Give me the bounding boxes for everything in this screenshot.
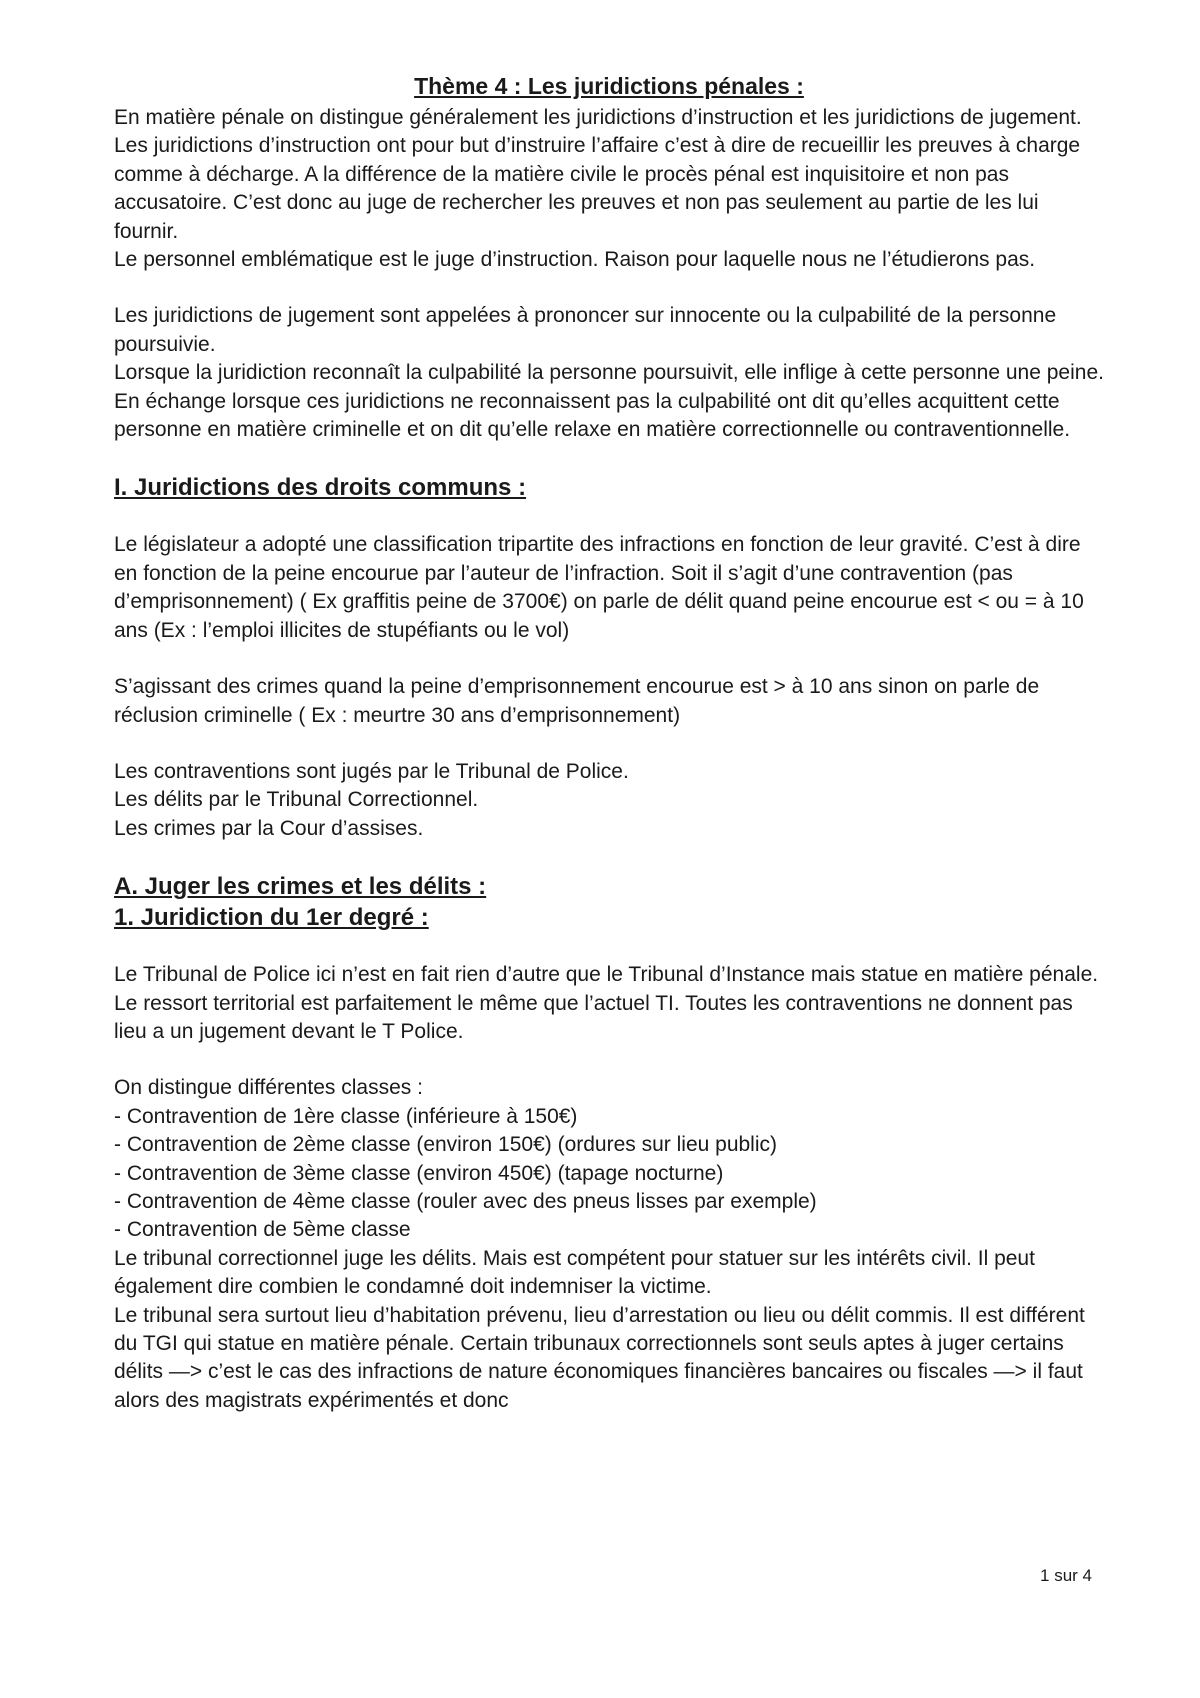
section-heading: I. Juridictions des droits communs : bbox=[114, 474, 527, 502]
jugement-paragraph: Lorsque la juridiction reconnaît la culpabilité la personne poursuivit, elle inflige à cette personne une peine. En échange lorsque ces juridictions ne reconnaissent pas la culpabilité ont dit qu’elles acquittent cette personne en matière criminelle et on dit qu’elle relaxe en matière correctionnelle ou contraventionnelle. bbox=[114, 361, 1104, 442]
section-line: Les crimes par la Cour d’assises. bbox=[114, 816, 424, 840]
document-body bbox=[114, 70, 1104, 1415]
section-paragraph: S’agissant des crimes quand la peine d’emprisonnement encourue est > à 10 ans sinon on parle de réclusion criminelle ( Ex : meurtre 30 ans d’emprisonnement) bbox=[114, 675, 1040, 727]
list-item: - Contravention de 2ème classe (environ 150€) (ordures sur lieu public) bbox=[114, 1133, 777, 1157]
intro-paragraph: En matière pénale on distingue généralement les juridictions d’instruction et les juridictions de jugement. Les juridictions d’instruction ont pour but d’instruire l’affaire c’est à dire de recueillir les preuves à charge comme à décharge. A la différence de la matière civile le procès pénal est inquisitoire et non pas accusatoire. C’est donc au juge de rechercher les preuves et non pas seulement au partie de les lui fournir. bbox=[114, 106, 1082, 243]
jugement-paragraph: Les juridictions de jugement sont appelées à prononcer sur innocente ou la culpabilité de la personne poursuivie. bbox=[114, 304, 1057, 356]
page-number: 1 sur 4 bbox=[1040, 1566, 1092, 1585]
classes-intro: On distingue différentes classes : bbox=[114, 1076, 423, 1100]
list-item: - Contravention de 3ème classe (environ 450€) (tapage nocturne) bbox=[114, 1161, 724, 1185]
list-item: - Contravention de 4ème classe (rouler avec des pneus lisses par exemple) bbox=[114, 1189, 817, 1213]
section-paragraph: Le Tribunal de Police ici n’est en fait rien d’autre que le Tribunal d’Instance mais statue en matière pénale. Le ressort territorial est parfaitement le même que l’actuel TI. Toutes les contraventions ne donnent pas lieu a un jugement devant le T Police. bbox=[114, 963, 1099, 1043]
section-line: Les contraventions sont jugés par le Tribunal de Police. bbox=[114, 759, 629, 783]
document-title: Thème 4 : Les juridictions pénales : bbox=[414, 73, 804, 99]
subsection-heading: 1. Juridiction du 1er degré : bbox=[114, 904, 429, 932]
section-heading: A. Juger les crimes et les délits : bbox=[114, 873, 487, 901]
section-line: Les délits par le Tribunal Correctionnel. bbox=[114, 788, 479, 812]
intro-paragraph: Le personnel emblématique est le juge d’instruction. Raison pour laquelle nous ne l’étudierons pas. bbox=[114, 248, 1036, 272]
section-paragraph: Le tribunal correctionnel juge les délits. Mais est compétent pour statuer sur les intérêts civil. Il peut également dire combien le condamné doit indemniser la victime. bbox=[114, 1246, 1035, 1299]
section-paragraph: Le tribunal sera surtout lieu d’habitation prévenu, lieu d’arrestation ou lieu ou délit commis. Il est différent du TGI qui statue en matière pénale. Certain tribunaux correctionnels sont seuls aptes à juger certains délits —> c’est le cas des infractions de nature économiques financières bancaires ou fiscales —> il faut alors des magistrats expérimentés et donc bbox=[114, 1303, 1085, 1412]
list-item: - Contravention de 5ème classe bbox=[114, 1218, 411, 1242]
section-paragraph: Le législateur a adopté une classification tripartite des infractions en fonction de leur gravité. C’est à dire en fonction de la peine encourue par l’auteur de l’infraction. Soit il s’agit d’une contravention (pas d’emprisonnement) ( Ex graffitis peine de 3700€) on parle de délit quand peine encourue est < ou = à 10 ans (Ex : l’emploi illicites de stupéfiants ou le vol) bbox=[114, 533, 1084, 642]
list-item: - Contravention de 1ère classe (inférieure à 150€) bbox=[114, 1104, 578, 1128]
